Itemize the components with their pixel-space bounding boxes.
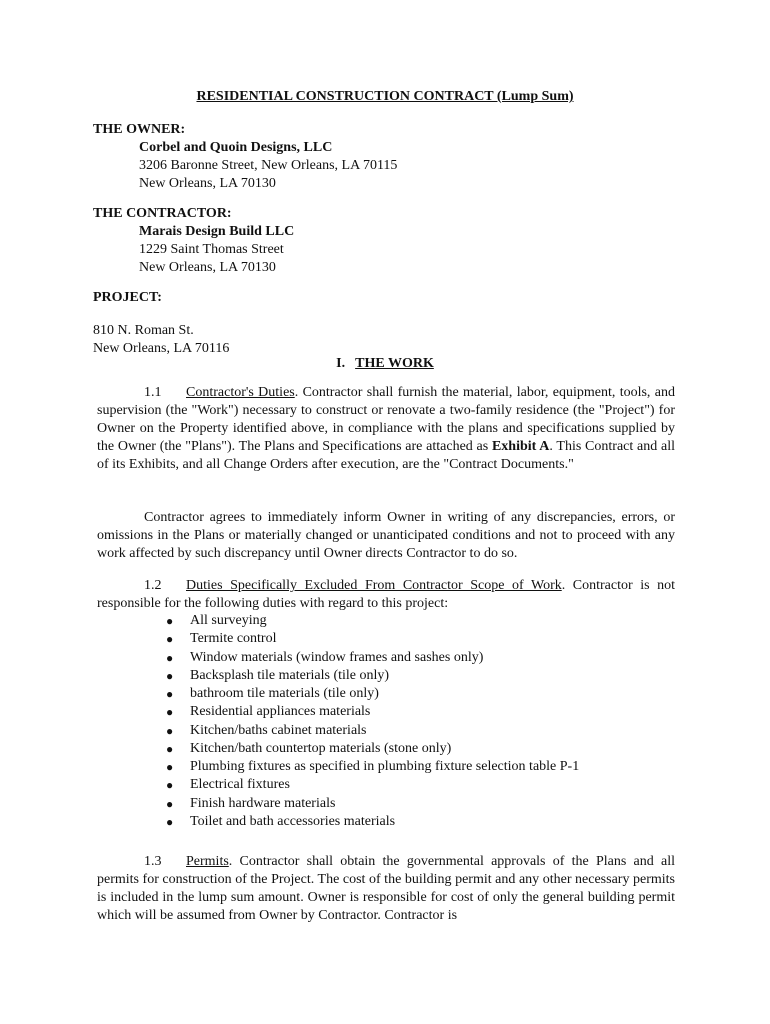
paragraph-1-2-heading: Duties Specifically Excluded From Contractor Scope of Work: [186, 578, 562, 593]
project-address-block: [93, 322, 693, 358]
paragraph-1-1-number: 1.1: [144, 385, 162, 400]
paragraph-1-1: [97, 384, 675, 474]
bullet-icon: ●: [166, 796, 174, 811]
list-item: ● Residential appliances materials: [166, 704, 371, 720]
bullet-icon: ●: [166, 687, 174, 701]
list-item: ● Plumbing fixtures as specified in plumbing fixture selection table P-1: [166, 759, 580, 774]
excluded-duties-list: [162, 612, 579, 831]
bullet-icon: ●: [166, 632, 174, 647]
section-title: THE WORK: [355, 356, 434, 371]
list-item: ● Kitchen/baths cabinet materials: [166, 722, 367, 738]
paragraph-1-3-number: 1.3: [144, 854, 162, 869]
bullet-icon: ●: [166, 668, 174, 683]
contractor-address-1: 1229 Saint Thomas Street: [139, 242, 284, 257]
paragraph-1-2-number: 1.2: [144, 578, 162, 593]
list-item: ● Kitchen/bath countertop materials (stone only): [166, 740, 452, 756]
list-item: ● Window materials (window frames and sashes only): [166, 649, 484, 665]
project-label: PROJECT:: [93, 290, 162, 305]
owner-block: [93, 121, 693, 193]
paragraph-1-1-heading: Contractor's Duties: [186, 385, 295, 400]
project-address-2: New Orleans, LA 70116: [93, 341, 230, 356]
contractor-name: Marais Design Build LLC: [139, 224, 295, 239]
bullet-icon: ●: [166, 614, 174, 628]
paragraph-1-1-text-b: . This Contract and all of its Exhibits, and all Change Orders after execution, are the "Contract Documents.": [97, 439, 675, 472]
list-item: ● Finish hardware materials: [166, 795, 336, 811]
list-item: ● Toilet and bath accessories materials: [166, 813, 396, 829]
paragraph-1-1-text-a: . Contractor shall furnish the material, labor, equipment, tools, and supervision (the "Work") necessary to construct or renovate a two-family residence (the "Project") for Owner on the Property identified above, in compliance with the plans and specifications supplied by the Owner (the "Plans"). The Plans and Specifications are attached as: [97, 385, 675, 454]
paragraph-1-3-text: . Contractor shall obtain the governmental approvals of the Plans and all permits for construction of the Project. The cost of the building permit and any other necessary permits is included in the lump sum amount. Owner is responsible for cost of only the general building permit which will be assumed from Owner by Contractor. Contractor is: [97, 854, 675, 923]
list-item: ● Electrical fixtures: [166, 777, 290, 793]
list-item: ● Termite control: [166, 631, 277, 647]
owner-address-1: 3206 Baronne Street, New Orleans, LA 70115: [139, 158, 398, 173]
document-title: RESIDENTIAL CONSTRUCTION CONTRACT (Lump Sum): [196, 89, 574, 104]
section-heading: [0, 355, 770, 373]
owner-label: THE OWNER:: [93, 122, 186, 137]
owner-address-2: New Orleans, LA 70130: [139, 176, 276, 191]
owner-name: Corbel and Quoin Designs, LLC: [139, 140, 333, 155]
project-address-1: 810 N. Roman St.: [93, 323, 194, 338]
list-item: ● All surveying: [166, 613, 267, 628]
list-item: ● Backsplash tile materials (tile only): [166, 667, 390, 683]
bullet-icon: ●: [166, 705, 174, 720]
section-number: I.: [336, 356, 346, 371]
contractor-label: THE CONTRACTOR:: [93, 206, 232, 221]
paragraph-1-2: [97, 577, 675, 613]
bullet-icon: ●: [166, 760, 174, 774]
paragraph-1-3-heading: Permits: [186, 854, 229, 869]
project-label-block: [93, 289, 693, 307]
bullet-icon: ●: [166, 778, 174, 793]
paragraph-1-3: [97, 853, 675, 925]
paragraph-1-2-text: . Contractor is not responsible for the following duties with regard to this project:: [97, 578, 675, 611]
bullet-icon: ●: [166, 814, 174, 829]
list-item: ● bathroom tile materials (tile only): [166, 686, 379, 701]
exhibit-a-reference: Exhibit A: [491, 439, 550, 454]
paragraph-1-1-discrepancies: Contractor agrees to immediately inform Owner in writing of any discrepancies, errors, or omissions in the Plans or materially changed or unanticipated conditions and not to proceed with any work affected by such discrepancy until Owner directs Contractor to do so.: [97, 510, 675, 561]
contractor-address-2: New Orleans, LA 70130: [139, 260, 276, 275]
bullet-icon: ●: [166, 741, 174, 756]
bullet-icon: ●: [166, 650, 174, 665]
bullet-icon: ●: [166, 723, 174, 738]
contractor-block: [93, 205, 693, 277]
